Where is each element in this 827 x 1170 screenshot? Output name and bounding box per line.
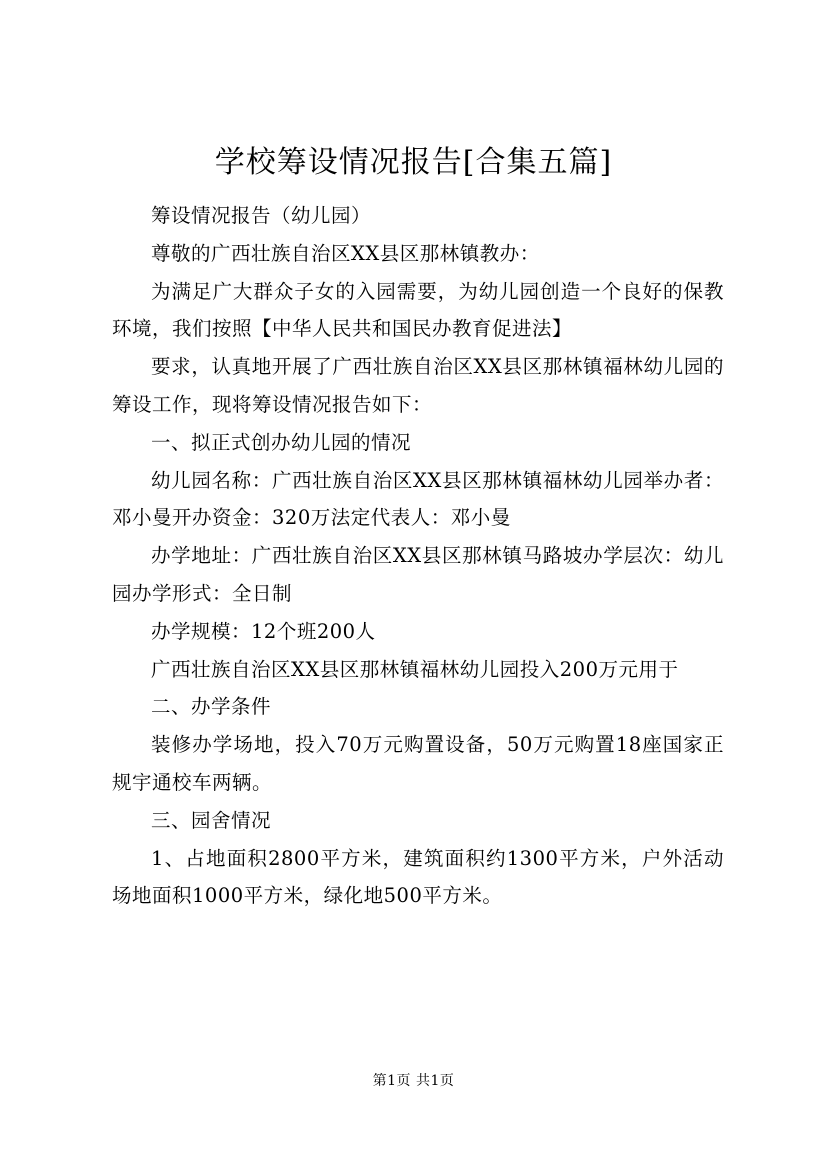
page-title: 学校筹设情况报告[合集五篇] — [214, 145, 613, 180]
paragraph: 要求，认真地开展了广西壮族自治区XX县区那林镇福林幼儿园的筹设工作，现将筹设情况报告如下： — [112, 355, 724, 416]
paragraph: 办学规模：12个班200人 — [151, 619, 376, 643]
paragraph: 办学地址：广西壮族自治区XX县区那林镇马路坡办学层次：幼儿园办学形式：全日制 — [112, 544, 724, 605]
paragraph: 为满足广大群众子女的入园需要，为幼儿园创造一个良好的保教环境，我们按照【中华人民共和国民办教育促进法】 — [112, 279, 724, 341]
paragraph: 二、办学条件 — [151, 695, 272, 719]
paragraph: 装修办学场地，投入70万元购置设备，50万元购置18座国家正规宇通校车两辆。 — [112, 733, 724, 794]
paragraph: 尊敬的广西壮族自治区XX县区那林镇教办： — [151, 241, 540, 265]
paragraph: 广西壮族自治区XX县区那林镇福林幼儿园投入200万元用于 — [151, 657, 679, 681]
page-footer: 第1页 共1页 — [372, 1073, 455, 1089]
document-body — [112, 197, 724, 915]
paragraph: 1、占地面积2800平方米，建筑面积约1300平方米，户外活动场地面积1000平方米，绿化地500平方米。 — [112, 846, 724, 908]
paragraph: 三、园舍情况 — [151, 808, 272, 832]
paragraph: 一、拟正式创办幼儿园的情况 — [151, 430, 412, 454]
paragraph: 筹设情况报告（幼儿园） — [151, 204, 372, 227]
paragraph: 幼儿园名称：广西壮族自治区XX县区那林镇福林幼儿园举办者：邓小曼开办资金：320万法定代表人：邓小曼 — [112, 468, 724, 530]
